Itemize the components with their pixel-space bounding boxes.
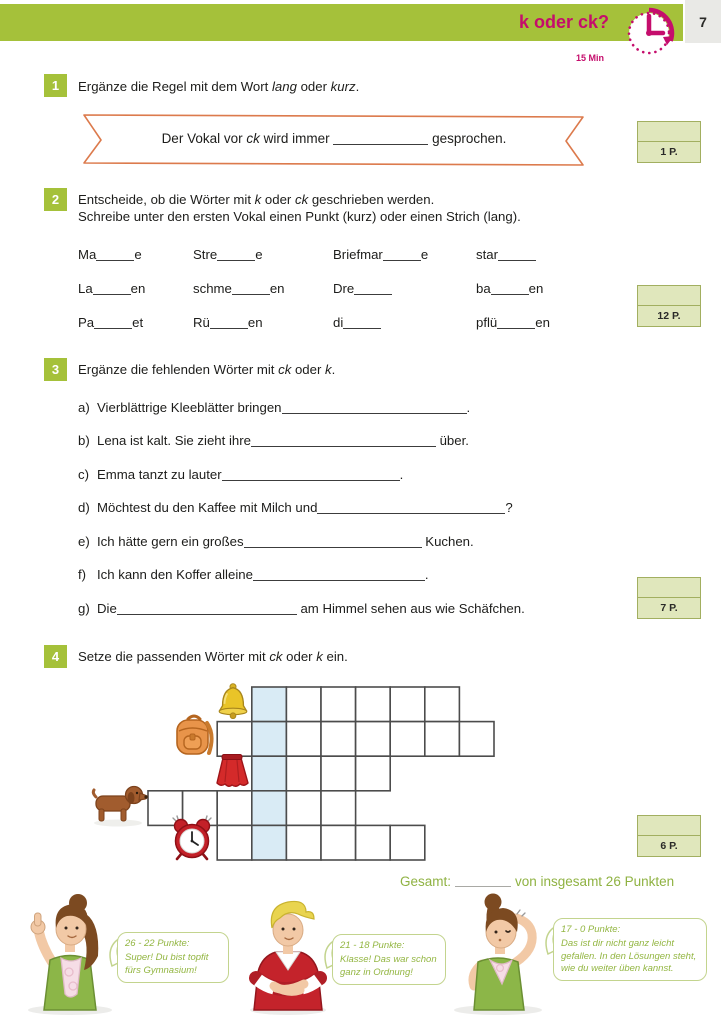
exercise3-sentence — [78, 601, 525, 616]
exercise3-sentence — [78, 567, 429, 582]
exercise2-word — [193, 315, 263, 330]
item-label: f) — [78, 567, 87, 582]
text-segment: La — [78, 281, 93, 296]
dachshund-icon — [90, 781, 148, 833]
crossword-cell[interactable] — [356, 756, 391, 791]
text-segment: schme — [193, 281, 232, 296]
girl-thumbs-up-illustration — [14, 892, 119, 1020]
answer-blank[interactable] — [232, 282, 270, 295]
exercise3-number-badge: 3 — [44, 358, 67, 381]
crossword-cell-highlighted[interactable] — [252, 687, 287, 722]
crossword-cell[interactable] — [356, 722, 391, 757]
feedback-bubble-low — [553, 918, 707, 981]
text-segment: pflü — [476, 315, 498, 330]
feedback-text: Klasse! Das war schon ganz in Ordnung! — [340, 954, 437, 978]
points-max-label: 7 P. — [660, 602, 678, 614]
timer-clock-icon — [620, 2, 678, 60]
text-segment: k — [325, 362, 332, 377]
text-segment: Setze die passenden Wörter mit — [78, 649, 270, 664]
text-segment: e — [134, 247, 142, 262]
crossword-cell-highlighted[interactable] — [252, 825, 287, 860]
text-segment: lang — [272, 79, 297, 94]
total-score-blank[interactable] — [455, 874, 511, 887]
exercise1-points-box — [637, 121, 701, 163]
text-segment: Ma — [78, 247, 97, 262]
text-segment: Die — [97, 601, 117, 616]
answer-blank[interactable] — [117, 602, 297, 615]
text-segment: Der Vokal vor — [161, 131, 247, 146]
crossword-cell[interactable] — [217, 825, 252, 860]
exercise2-points-box — [637, 285, 701, 327]
crossword-cell[interactable] — [321, 687, 356, 722]
alarm-clock-icon — [168, 815, 216, 867]
exercise3-sentence — [78, 534, 474, 549]
total-score-line — [400, 874, 674, 889]
text-segment: Ich kann den Koffer alleine — [97, 567, 253, 582]
text-segment: en — [528, 281, 544, 296]
text-segment: en — [535, 315, 550, 330]
text-segment: Entscheide, ob die Wörter mit — [78, 192, 255, 207]
text-segment: kurz — [330, 79, 356, 94]
text-segment: ck — [246, 131, 260, 146]
exercise2-word — [476, 281, 543, 296]
text-segment: ck — [294, 192, 309, 207]
exercise1-instruction — [78, 78, 359, 95]
text-segment: am Himmel sehen aus wie Schäfchen. — [296, 601, 525, 616]
text-segment: Ergänze die fehlenden Wörter mit — [78, 362, 279, 377]
answer-blank[interactable] — [498, 248, 536, 261]
answer-blank[interactable] — [244, 535, 422, 548]
item-label: b) — [78, 433, 90, 448]
text-segment: geschrieben werden. — [308, 192, 435, 207]
answer-blank[interactable] — [217, 248, 255, 261]
total-suffix: von insgesamt 26 Punkten — [515, 874, 675, 889]
exercise2-word — [78, 315, 143, 330]
exercise2-word — [78, 247, 142, 262]
answer-blank[interactable] — [282, 401, 467, 414]
exercise2-instruction-line2: Schreibe unter den ersten Vokal einen Punkt (kurz) oder einen Strich (lang). — [78, 209, 521, 224]
crossword-cell[interactable] — [425, 687, 460, 722]
text-segment: über. — [435, 433, 469, 448]
text-segment: en — [247, 315, 263, 330]
text-segment: ba — [476, 281, 491, 296]
answer-blank[interactable] — [210, 316, 248, 329]
text-segment: Vierblättrige Kleeblätter bringen — [97, 400, 282, 415]
crossword-cell[interactable] — [321, 722, 356, 757]
answer-blank[interactable] — [317, 501, 505, 514]
text-segment: e — [255, 247, 263, 262]
points-max-label: 6 P. — [660, 840, 678, 852]
text-segment: ck — [269, 649, 283, 664]
text-segment: e — [420, 247, 429, 262]
text-segment: gesprochen. — [428, 131, 507, 146]
text-segment: . — [466, 400, 471, 415]
crossword-cell[interactable] — [321, 756, 356, 791]
crossword-cell-highlighted[interactable] — [252, 722, 287, 757]
crossword-cell[interactable] — [286, 687, 321, 722]
text-segment: en — [269, 281, 285, 296]
crossword-cell[interactable] — [321, 791, 356, 826]
exercise2-word — [333, 247, 428, 262]
points-max-label: 12 P. — [657, 310, 681, 322]
item-label: c) — [78, 467, 89, 482]
points-max-label: 1 P. — [660, 146, 678, 158]
exercise2-word — [476, 315, 550, 330]
answer-blank[interactable] — [253, 568, 425, 581]
exercise3-sentence — [78, 467, 403, 482]
points-entry-cell[interactable] — [638, 816, 700, 836]
points-entry-cell[interactable] — [638, 286, 700, 306]
page-number: 7 — [685, 0, 721, 43]
crossword-cell[interactable] — [217, 722, 252, 757]
text-segment: oder — [291, 362, 326, 377]
crossword-cell[interactable] — [390, 825, 425, 860]
answer-blank[interactable] — [333, 132, 428, 145]
text-segment: oder — [282, 649, 317, 664]
answer-blank[interactable] — [93, 282, 131, 295]
text-segment: Stre — [193, 247, 218, 262]
answer-blank[interactable] — [354, 282, 392, 295]
feedback-bubble-high — [117, 932, 229, 983]
rule-banner-text — [84, 131, 584, 146]
text-segment: Rü — [193, 315, 210, 330]
item-label: d) — [78, 500, 90, 515]
score-range: 17 - 0 Punkte: — [561, 924, 621, 935]
exercise2-word — [193, 281, 285, 296]
text-segment: Kuchen. — [421, 534, 474, 549]
exercise2-instruction-line1 — [78, 191, 434, 208]
text-segment: k — [254, 192, 262, 207]
girl-scratching-head-illustration — [438, 892, 556, 1020]
text-segment: Dre — [333, 281, 355, 296]
crossword-cell[interactable] — [390, 722, 425, 757]
score-range: 26 - 22 Punkte: — [125, 938, 190, 949]
text-segment: di — [333, 315, 344, 330]
text-segment: Ergänze die Regel mit dem Wort — [78, 79, 272, 94]
exercise3-sentence — [78, 500, 513, 515]
exercise1-number-badge: 1 — [44, 74, 67, 97]
answer-blank[interactable] — [222, 468, 400, 481]
text-segment: star — [476, 247, 498, 262]
exercise2-word — [193, 247, 263, 262]
points-entry-cell[interactable] — [638, 578, 700, 598]
answer-blank[interactable] — [94, 316, 132, 329]
item-label: e) — [78, 534, 90, 549]
score-range: 21 - 18 Punkte: — [340, 940, 405, 951]
text-segment: oder — [296, 79, 331, 94]
page-title: k oder ck? — [518, 12, 609, 32]
text-segment: Briefmar — [333, 247, 383, 262]
crossword-cell[interactable] — [286, 722, 321, 757]
crossword-cell[interactable] — [217, 791, 252, 826]
answer-blank[interactable] — [491, 282, 529, 295]
text-segment: Ich hätte gern ein großes — [97, 534, 244, 549]
exercise4-instruction — [78, 648, 348, 665]
exercise4-number-badge: 4 — [44, 645, 67, 668]
text-segment: Emma tanzt zu lauter — [97, 467, 222, 482]
text-segment: Lena ist kalt. Sie zieht ihre — [97, 433, 251, 448]
exercise2-word — [476, 247, 536, 262]
text-segment: oder — [261, 192, 295, 207]
exercise2-word — [78, 281, 145, 296]
exercise3-points-box — [637, 577, 701, 619]
exercise3-instruction — [78, 361, 335, 378]
answer-blank[interactable] — [343, 316, 381, 329]
crossword-cell[interactable] — [286, 791, 321, 826]
text-segment: et — [132, 315, 144, 330]
text-segment: Pa — [78, 315, 95, 330]
exercise3-sentence — [78, 400, 470, 415]
text-segment: . — [399, 467, 404, 482]
text-segment: ? — [505, 500, 513, 515]
exercise4-points-box — [637, 815, 701, 857]
text-segment: ein. — [322, 649, 348, 664]
answer-blank[interactable] — [497, 316, 535, 329]
exercise2-number-badge: 2 — [44, 188, 67, 211]
skirt-icon — [212, 752, 252, 795]
crossword-cell[interactable] — [356, 687, 391, 722]
crossword-cell[interactable] — [459, 722, 494, 757]
points-entry-cell[interactable] — [638, 122, 700, 142]
text-segment: k — [316, 649, 323, 664]
text-segment: . — [331, 362, 336, 377]
text-segment: . — [355, 79, 360, 94]
feedback-bubble-mid — [332, 934, 446, 985]
crossword-cell-highlighted[interactable] — [252, 791, 287, 826]
bell-icon — [214, 681, 252, 726]
text-segment: . — [424, 567, 429, 582]
duration-label: 15 Min — [576, 53, 605, 63]
crossword-cell[interactable] — [356, 825, 391, 860]
exercise2-word — [333, 315, 381, 330]
item-label: g) — [78, 601, 90, 616]
feedback-text: Das ist dir nicht ganz leicht gefallen. In den Lösungen steht, wie du weiter üben kannst. — [561, 938, 697, 975]
answer-blank[interactable] — [383, 248, 421, 261]
crossword-cell[interactable] — [286, 825, 321, 860]
crossword-cell[interactable] — [286, 756, 321, 791]
text-segment: wird immer — [259, 131, 334, 146]
text-segment: ck — [278, 362, 292, 377]
exercise2-word — [333, 281, 392, 296]
crossword-cell[interactable] — [425, 722, 460, 757]
crossword-cell[interactable] — [390, 687, 425, 722]
feedback-text: Super! Du bist topfit fürs Gymnasium! — [125, 952, 209, 976]
answer-blank[interactable] — [96, 248, 134, 261]
total-label: Gesamt: — [400, 874, 452, 889]
exercise3-sentence — [78, 433, 469, 448]
crossword-cell-highlighted[interactable] — [252, 756, 287, 791]
text-segment: Möchtest du den Kaffee mit Milch und — [97, 500, 318, 515]
crossword-cell[interactable] — [321, 825, 356, 860]
item-label: a) — [78, 400, 90, 415]
answer-blank[interactable] — [251, 434, 436, 447]
text-segment: en — [130, 281, 146, 296]
backpack-icon — [172, 711, 216, 764]
